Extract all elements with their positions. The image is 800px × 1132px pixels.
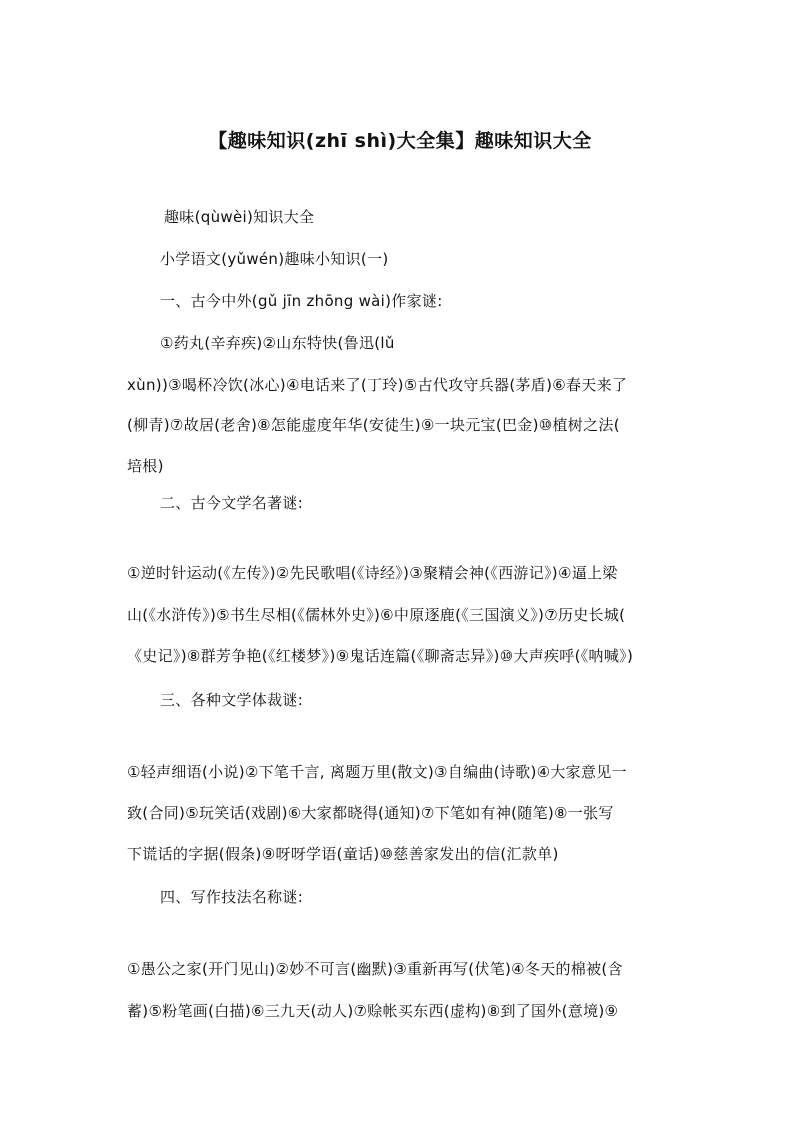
section-heading: 小学语文(yǔwén)趣味小知识(一) xyxy=(160,250,389,268)
intro-line: 趣味(qùwèi)知识大全 xyxy=(164,208,315,226)
paragraph-line: 《史记》)⑧群芳争艳(《红楼梦》)⑨鬼话连篇(《聊斋志异》)⑩大声疾呼(《呐喊》) xyxy=(127,647,634,665)
paragraph-line: 培根) xyxy=(127,457,164,475)
document-title: 【趣味知识(zhī shì)大全集】趣味知识大全 xyxy=(208,130,592,152)
paragraph-line: (柳青)⑦故居(老舍)⑧怎能虚度年华(安徒生)⑨一块元宝(巴金)⑩植树之法( xyxy=(127,416,620,434)
paragraph-line: ①愚公之家(开门见山)②妙不可言(幽默)③重新再写(伏笔)④冬天的棉被(含 xyxy=(127,960,623,978)
paragraph-line: 蓄)⑤粉笔画(白描)⑥三九天(动人)⑦赊帐买东西(虚构)⑧到了国外(意境)⑨ xyxy=(127,1002,619,1020)
paragraph-line: ①轻声细语(小说)②下笔千言, 离题万里(散文)③自编曲(诗歌)④大家意见一 xyxy=(127,763,627,781)
paragraph-line: ①逆时针运动(《左传》)②先民歌唱(《诗经》)③聚精会神(《西游记》)④逼上梁 xyxy=(127,564,618,582)
paragraph-line: xùn))③喝杯冷饮(冰心)④电话来了(丁玲)⑤古代攻守兵器(茅盾)⑥春天来了 xyxy=(127,376,628,394)
paragraph-line: 山(《水浒传》)⑤书生尽相(《儒林外史》)⑥中原逐鹿(《三国演义》)⑦历史长城( xyxy=(127,606,626,624)
paragraph-line: 致(合同)⑤玩笑话(戏剧)⑥大家都晓得(通知)⑦下笔如有神(随笔)⑧一张写 xyxy=(127,804,614,822)
paragraph-line: 下谎话的字据(假条)⑨呀呀学语(童话)⑩慈善家发出的信(汇款单) xyxy=(127,845,559,863)
section-heading: 四、写作技法名称谜: xyxy=(160,888,304,906)
paragraph-line: ①药丸(辛弃疾)②山东特快(鲁迅(lǔ xyxy=(160,334,395,352)
section-heading: 二、古今文学名著谜: xyxy=(160,494,304,512)
section-heading: 三、各种文学体裁谜: xyxy=(160,691,304,709)
section-heading: 一、古今中外(gǔ jīn zhōng wài)作家谜: xyxy=(160,292,443,310)
